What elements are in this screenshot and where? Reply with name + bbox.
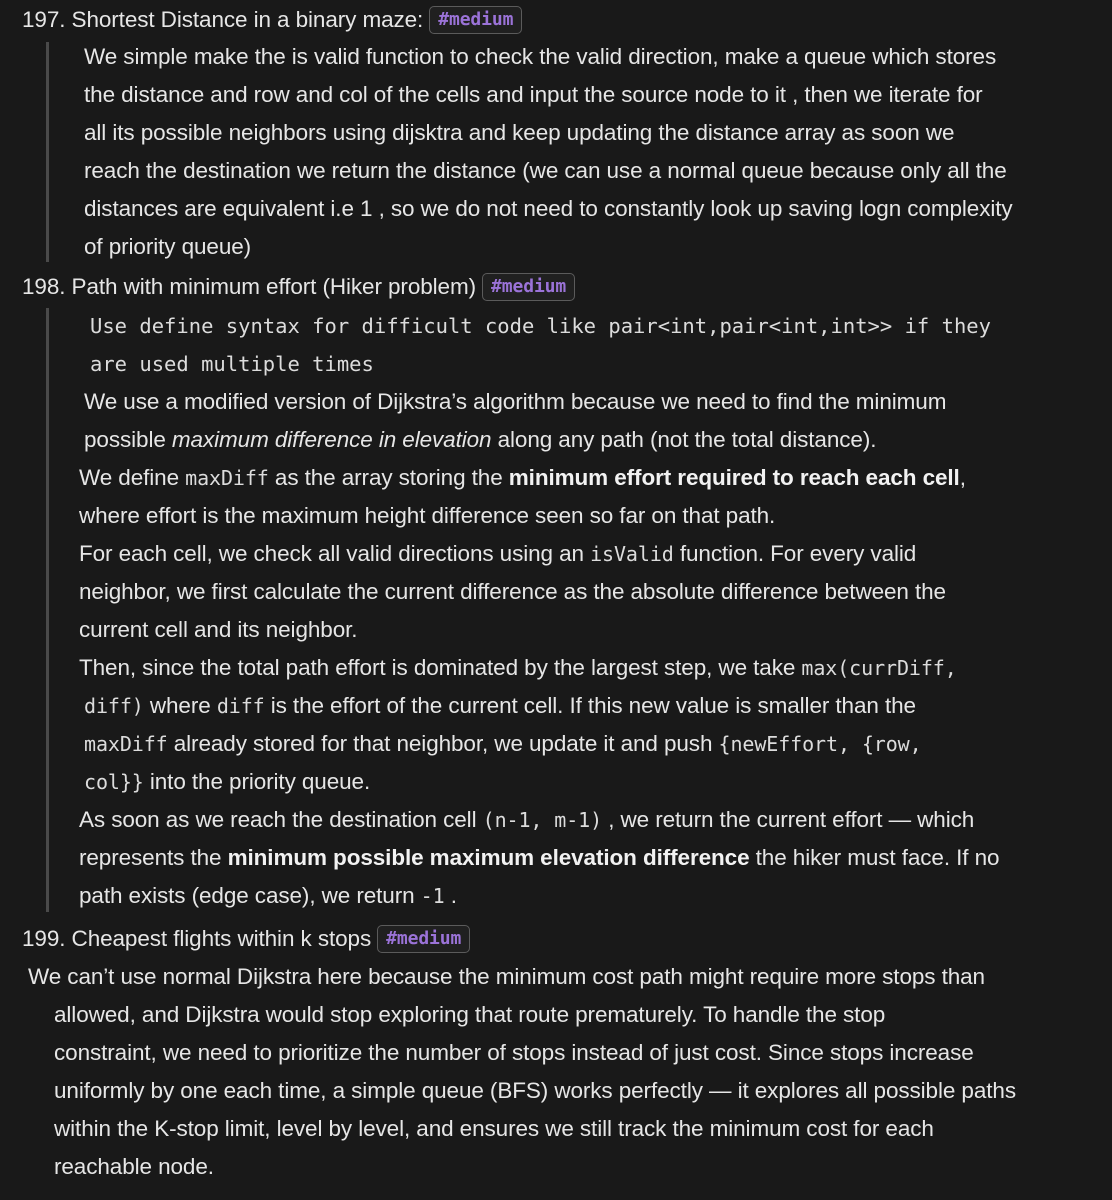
quote-bar — [46, 42, 49, 262]
difficulty-tag[interactable]: #medium — [429, 6, 522, 34]
text-line: col}} into the priority queue. — [84, 769, 371, 794]
heading-text: 199. Cheapest flights within k stops — [22, 926, 372, 951]
text-line: We can’t use normal Dijkstra here because the minimum cost path might require more stops than — [28, 964, 985, 989]
text-line: reachable node. — [54, 1154, 214, 1179]
inline-code: isValid — [590, 542, 674, 566]
inline-code: maxDiff — [185, 466, 269, 490]
heading-text: 197. Shortest Distance in a binary maze: — [22, 7, 424, 32]
difficulty-tag[interactable]: #medium — [482, 273, 575, 301]
text-line: maxDiff already stored for that neighbor, we update it and push {newEffort, {row, — [84, 731, 922, 756]
text-line: possible maximum difference in elevation along any path (not the total distance). — [84, 427, 877, 452]
heading-199 — [22, 920, 470, 958]
text-line: current cell and its neighbor. — [79, 617, 358, 642]
text-line: constraint, we need to prioritize the number of stops instead of just cost. Since stops increase — [54, 1040, 974, 1065]
text-line: As soon as we reach the destination cell (n-1, m-1) , we return the current effort — which — [79, 807, 975, 832]
text-line: We use a modified version of Dijkstra’s algorithm because we need to find the minimum — [84, 389, 947, 414]
text-line: reach the destination we return the distance (we can use a normal queue because only all the — [84, 158, 1007, 183]
inline-code: diff — [216, 694, 265, 718]
bold-text: minimum effort required to reach each cell — [508, 465, 960, 490]
difficulty-tag[interactable]: #medium — [377, 925, 470, 953]
inline-code: -1 — [420, 884, 445, 908]
text-line: We simple make the is valid function to check the valid direction, make a queue which stores — [84, 44, 997, 69]
text-line: all its possible neighbors using dijsktra and keep updating the distance array as soon we — [84, 120, 955, 145]
code-line: Use define syntax for difficult code like pair<int,pair<int,int>> if they — [90, 314, 991, 338]
inline-code: diff) — [84, 694, 144, 718]
bold-text: minimum possible maximum elevation difference — [227, 845, 750, 870]
text-line: distances are equivalent i.e 1 , so we do not need to constantly look up saving logn complexity — [84, 196, 1013, 221]
inline-code: col}} — [84, 770, 144, 794]
inline-code: {newEffort, {row, — [718, 732, 922, 756]
text-line: neighbor, we first calculate the current difference as the absolute difference between the — [79, 579, 946, 604]
inline-code: max(currDiff, — [801, 656, 957, 680]
inline-code: (n-1, m-1) — [482, 808, 603, 832]
inline-code: maxDiff — [84, 732, 168, 756]
text-line: For each cell, we check all valid directions using an isValid function. For every valid — [79, 541, 917, 566]
heading-198 — [22, 268, 575, 306]
text-line: where effort is the maximum height difference seen so far on that path. — [79, 503, 776, 528]
text-line: allowed, and Dijkstra would stop exploring that route prematurely. To handle the stop — [54, 1002, 886, 1027]
text-line: the distance and row and col of the cells and input the source node to it , then we iterate for — [84, 82, 983, 107]
text-line: uniformly by one each time, a simple queue (BFS) works perfectly — it explores all possible paths — [54, 1078, 1016, 1103]
text-line: We define maxDiff as the array storing the minimum effort required to reach each cell, — [79, 465, 966, 490]
text-line: of priority queue) — [84, 234, 252, 259]
text-line: represents the minimum possible maximum elevation difference the hiker must face. If no — [79, 845, 1000, 870]
text-line: path exists (edge case), we return -1 . — [79, 883, 457, 908]
quote-bar — [46, 308, 49, 912]
heading-197 — [22, 1, 522, 39]
code-line: are used multiple times — [90, 352, 374, 376]
text-line: diff) where diff is the effort of the current cell. If this new value is smaller than the — [84, 693, 916, 718]
text-line: within the K-stop limit, level by level, and ensures we still track the minimum cost for each — [54, 1116, 934, 1141]
heading-text: 198. Path with minimum effort (Hiker problem) — [22, 274, 476, 299]
text-line: Then, since the total path effort is dominated by the largest step, we take max(currDiff, — [79, 655, 957, 680]
italic-text: maximum difference in elevation — [171, 427, 492, 452]
